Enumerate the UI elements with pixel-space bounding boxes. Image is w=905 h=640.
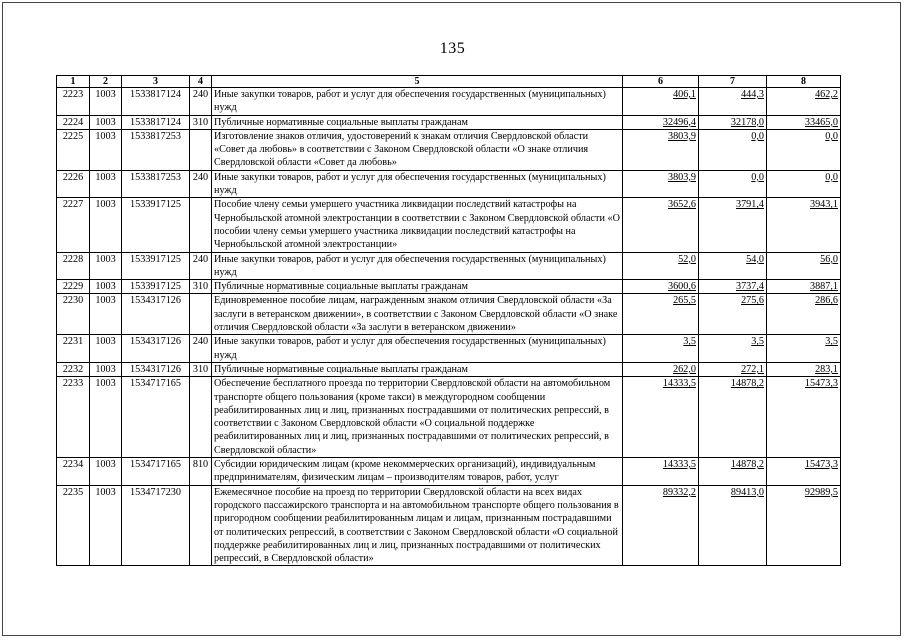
col-header: 8 — [767, 76, 841, 88]
table-row — [57, 115, 841, 129]
col-header: 1 — [57, 76, 90, 88]
row-number: 2230 — [57, 294, 90, 335]
amount-col8: 283,1 — [815, 363, 838, 375]
expense-type — [190, 377, 212, 458]
section-code: 1003 — [90, 129, 122, 170]
amount-col6: 14333,5 — [662, 378, 696, 390]
section-code: 1003 — [90, 294, 122, 335]
amount-col6-cell — [623, 362, 699, 376]
section-code: 1003 — [90, 170, 122, 198]
amount-col7-cell — [699, 377, 767, 458]
amount-col7-cell — [699, 294, 767, 335]
section-code: 1003 — [90, 377, 122, 458]
row-name: Публичные нормативные социальные выплаты гражданам — [212, 280, 623, 294]
amount-col7-cell — [699, 88, 767, 116]
row-name: Иные закупки товаров, работ и услуг для обеспечения государственных (муниципальных) нужд — [212, 335, 623, 363]
target-code: 1534317126 — [122, 294, 190, 335]
amount-col6-cell — [623, 280, 699, 294]
target-code: 1533917125 — [122, 198, 190, 252]
row-name: Изготовление знаков отличия, удостоверений к знакам отличия Свердловской области «Совет да любовь» в соответствии с Законом Свердловской области «О знаке отличия Свердловской области «Совет да любовь» — [212, 129, 623, 170]
amount-col8: 286,6 — [815, 295, 838, 307]
amount-col8-cell — [767, 88, 841, 116]
amount-col7: 444,3 — [741, 89, 764, 100]
budget-table — [56, 75, 841, 566]
section-code: 1003 — [90, 198, 122, 252]
amount-col6: 3652,6 — [667, 199, 696, 211]
expense-type: 310 — [190, 362, 212, 376]
amount-col6-cell — [623, 115, 699, 129]
amount-col6-cell — [623, 294, 699, 335]
target-code: 1534317126 — [122, 362, 190, 376]
target-code: 1533817124 — [122, 115, 190, 129]
target-code: 1534317126 — [122, 335, 190, 363]
amount-col7: 272,1 — [741, 363, 764, 375]
row-number: 2231 — [57, 335, 90, 363]
row-number: 2223 — [57, 88, 90, 116]
amount-col7: 0,0 — [751, 171, 764, 183]
amount-col7-cell — [699, 129, 767, 170]
row-name: Публичные нормативные социальные выплаты гражданам — [212, 115, 623, 129]
amount-col7-cell — [699, 280, 767, 294]
amount-col8-cell — [767, 198, 841, 252]
row-name: Ежемесячное пособие на проезд по территории Свердловской области на всех видах городского пассажирского транспорта и на автомобильном транспорте общего пользования в пригородном сообщении реабилитированным лицам и лицам, признанным пострадавшими от политических репрессий, в соответствии с Законом Свердловской области «О социальной поддержке реабилитированных лиц и лиц, признанных пострадавшими от политических репрессий, в Свердловской области» — [212, 485, 623, 566]
section-code: 1003 — [90, 362, 122, 376]
amount-col6-cell — [623, 252, 699, 280]
row-number: 2234 — [57, 458, 90, 486]
amount-col6: 406,1 — [673, 89, 696, 100]
section-code: 1003 — [90, 485, 122, 566]
target-code: 1533817253 — [122, 170, 190, 198]
target-code: 1533917125 — [122, 252, 190, 280]
row-name: Обеспечение бесплатного проезда по территории Свердловской области на автомобильном транспорте общего пользования (кроме такси) в междугородном сообщении реабилитированных лиц и лиц, признанных пострадавшими от политических репрессий, в соответствии с Законом Свердловской области «О социальной поддержке реабилитированных лиц и лиц, признанных пострадавшими от политических репрессий, в Свердловской области» — [212, 377, 623, 458]
amount-col7: 14878,2 — [730, 378, 764, 390]
target-code: 1534717230 — [122, 485, 190, 566]
section-code: 1003 — [90, 335, 122, 363]
target-code: 1533917125 — [122, 280, 190, 294]
expense-type — [190, 129, 212, 170]
amount-col8: 3,5 — [825, 336, 838, 348]
table-row — [57, 294, 841, 335]
amount-col7: 3737,4 — [735, 281, 764, 293]
expense-type: 240 — [190, 170, 212, 198]
row-number: 2229 — [57, 280, 90, 294]
amount-col8: 3943,1 — [809, 199, 838, 211]
amount-col8-cell — [767, 170, 841, 198]
amount-col7: 32178,0 — [730, 116, 764, 128]
section-code: 1003 — [90, 88, 122, 116]
amount-col6-cell — [623, 485, 699, 566]
amount-col6: 52,0 — [678, 253, 696, 265]
amount-col8-cell — [767, 294, 841, 335]
amount-col8-cell — [767, 458, 841, 486]
amount-col8: 92989,5 — [804, 486, 838, 498]
amount-col8-cell — [767, 362, 841, 376]
section-code: 1003 — [90, 252, 122, 280]
table-row — [57, 362, 841, 376]
amount-col7: 275,6 — [741, 295, 764, 307]
row-name: Единовременное пособие лицам, награжденным знаком отличия Свердловской области «За заслуги в ветеранском движении», в соответствии с Законом Свердловской области «О знаке отличия Свердловской области «За заслуги в ветеранском движении» — [212, 294, 623, 335]
amount-col8-cell — [767, 280, 841, 294]
amount-col8-cell — [767, 115, 841, 129]
row-number: 2226 — [57, 170, 90, 198]
amount-col6-cell — [623, 170, 699, 198]
amount-col6-cell — [623, 129, 699, 170]
target-code: 1534717165 — [122, 458, 190, 486]
amount-col7-cell — [699, 170, 767, 198]
expense-type: 310 — [190, 280, 212, 294]
amount-col7-cell — [699, 485, 767, 566]
row-number: 2227 — [57, 198, 90, 252]
table-row — [57, 170, 841, 198]
row-number: 2233 — [57, 377, 90, 458]
col-header: 3 — [122, 76, 190, 88]
target-code: 1534717165 — [122, 377, 190, 458]
expense-type — [190, 198, 212, 252]
page-number: 135 — [439, 40, 466, 57]
amount-col8: 15473,3 — [804, 459, 838, 471]
col-header: 5 — [212, 76, 623, 88]
amount-col7: 3,5 — [751, 336, 764, 348]
amount-col8-cell — [767, 485, 841, 566]
amount-col7-cell — [699, 362, 767, 376]
target-code: 1533817253 — [122, 129, 190, 170]
amount-col6: 265,5 — [673, 295, 696, 307]
amount-col7: 3791,4 — [735, 199, 764, 211]
table-row — [57, 458, 841, 486]
amount-col7: 54,0 — [746, 253, 764, 265]
row-name: Субсидии юридическим лицам (кроме некоммерческих организаций), индивидуальным предпринимателям, физическим лицам – производителям товаров, работ, услуг — [212, 458, 623, 486]
amount-col7-cell — [699, 115, 767, 129]
col-header: 4 — [190, 76, 212, 88]
table-row — [57, 88, 841, 116]
row-name: Публичные нормативные социальные выплаты гражданам — [212, 362, 623, 376]
expense-type — [190, 485, 212, 566]
expense-type: 310 — [190, 115, 212, 129]
amount-col8-cell — [767, 252, 841, 280]
table-row — [57, 129, 841, 170]
row-number: 2225 — [57, 129, 90, 170]
row-number: 2228 — [57, 252, 90, 280]
expense-type: 240 — [190, 252, 212, 280]
header-row — [57, 76, 841, 88]
amount-col6: 3803,9 — [667, 171, 696, 183]
amount-col8: 0,0 — [825, 130, 838, 142]
table-row — [57, 485, 841, 566]
amount-col7: 14878,2 — [730, 459, 764, 471]
amount-col8: 15473,3 — [804, 378, 838, 390]
amount-col6: 3600,6 — [667, 281, 696, 293]
table-row — [57, 198, 841, 252]
amount-col6-cell — [623, 335, 699, 363]
table-row — [57, 377, 841, 458]
amount-col6: 3,5 — [683, 336, 696, 348]
table-row — [57, 280, 841, 294]
row-name: Иные закупки товаров, работ и услуг для обеспечения государственных (муниципальных) нужд — [212, 170, 623, 198]
table-row — [57, 335, 841, 363]
amount-col7-cell — [699, 252, 767, 280]
amount-col6-cell — [623, 377, 699, 458]
amount-col8: 462,2 — [815, 89, 838, 100]
row-name: Иные закупки товаров, работ и услуг для обеспечения государственных (муниципальных) нужд — [212, 252, 623, 280]
amount-col8-cell — [767, 129, 841, 170]
amount-col6-cell — [623, 88, 699, 116]
col-header: 2 — [90, 76, 122, 88]
table-row — [57, 252, 841, 280]
section-code: 1003 — [90, 115, 122, 129]
amount-col6: 3803,9 — [667, 130, 696, 142]
amount-col7: 89413,0 — [730, 486, 764, 498]
amount-col8: 33465,0 — [804, 116, 838, 128]
amount-col6: 89332,2 — [662, 486, 696, 498]
amount-col7-cell — [699, 458, 767, 486]
amount-col8: 0,0 — [825, 171, 838, 183]
row-number: 2232 — [57, 362, 90, 376]
amount-col8: 3887,1 — [809, 281, 838, 293]
amount-col7-cell — [699, 335, 767, 363]
section-code: 1003 — [90, 458, 122, 486]
expense-type: 810 — [190, 458, 212, 486]
amount-col7: 0,0 — [751, 130, 764, 142]
amount-col8: 56,0 — [820, 253, 838, 265]
col-header: 6 — [623, 76, 699, 88]
amount-col6: 14333,5 — [662, 459, 696, 471]
expense-type: 240 — [190, 88, 212, 116]
amount-col6: 262,0 — [673, 363, 696, 375]
amount-col6: 32496,4 — [662, 116, 696, 128]
col-header: 7 — [699, 76, 767, 88]
amount-col7-cell — [699, 198, 767, 252]
row-name: Пособие члену семьи умершего участника ликвидации последствий катастрофы на Чернобыльской атомной электростанции в соответствии с Законом Свердловской области «О пособии члену семьи умершего участника ликвидации последствий катастрофы на Чернобыльской атомной электростанции» — [212, 198, 623, 252]
expense-type: 240 — [190, 335, 212, 363]
section-code: 1003 — [90, 280, 122, 294]
row-name: Иные закупки товаров, работ и услуг для обеспечения государственных (муниципальных) нужд — [212, 88, 623, 116]
amount-col6-cell — [623, 458, 699, 486]
expense-type — [190, 294, 212, 335]
target-code: 1533817124 — [122, 88, 190, 116]
amount-col6-cell — [623, 198, 699, 252]
amount-col8-cell — [767, 335, 841, 363]
row-number: 2235 — [57, 485, 90, 566]
amount-col8-cell — [767, 377, 841, 458]
row-number: 2224 — [57, 115, 90, 129]
